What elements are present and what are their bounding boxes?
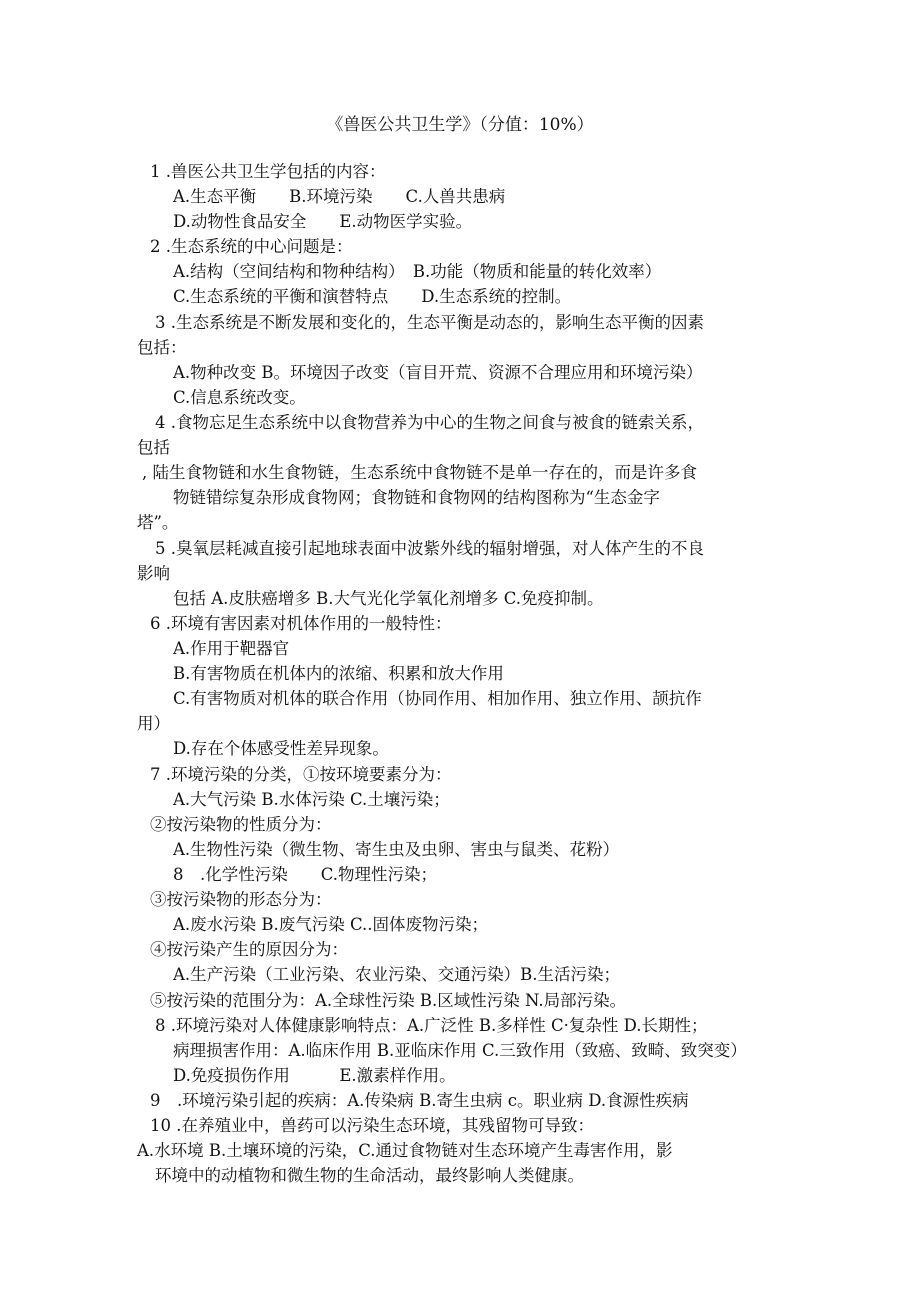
q7-line-7: ④按污染产生的原因分为：	[150, 940, 348, 959]
question-10: 10 .在养殖业中，兽药可以污染生态环境，其残留物可导致：	[150, 1116, 594, 1135]
q6-option-d: D.存在个体感受性差异现象。	[173, 739, 389, 758]
q7-line-4: 8 .化学性污染 C.物理性污染；	[173, 865, 438, 884]
q3-options-line-2: C.信息系统改变。	[173, 388, 306, 407]
q7-line-6: A.废水污染 B.废气污染 C..固体废物污染；	[173, 915, 489, 934]
q10-line-1: A.水环境 B.土壤环境的污染，C.通过食物链对生态环境产生毒害作用，影	[137, 1141, 673, 1160]
document-title: 《兽医公共卫生学》（分值：10%）	[326, 115, 594, 135]
q10-line-2: 环境中的动植物和微生物的生命活动，最终影响人类健康。	[155, 1166, 584, 1185]
question-2: 2 .生态系统的中心问题是：	[150, 237, 353, 256]
q3-options-line-1: A.物种改变 B。环境因子改变（盲目开荒、资源不合理应用和环境污染）	[173, 363, 703, 382]
question-4: 4 .食物忘足生态系统中以食物营养为中心的生物之间食与被食的链索关系，	[155, 413, 704, 432]
question-5: 5 .臭氧层耗减直接引起地球表面中波紫外线的辐射增强，对人体产生的不良	[155, 539, 704, 558]
q2-options-line-1: A.结构（空间结构和物种结构） B.功能（物质和能量的转化效率）	[173, 262, 662, 281]
q6-option-c-cont: 用）	[137, 714, 170, 733]
question-7: 7 .环境污染的分类，①按环境要素分为：	[150, 765, 452, 784]
q6-option-a: A.作用于靶器官	[173, 639, 290, 658]
q7-line-9: ⑤按污染的范围分为：A.全球性污染 B.区域性污染 N.局部污染。	[150, 991, 627, 1010]
question-3-cont: 包括：	[137, 338, 187, 357]
question-9: 9 .环境污染引起的疾病：A.传染病 B.寄生虫病 c。职业病 D.食源性疾病	[150, 1091, 689, 1110]
q2-options-line-2: C.生态系统的平衡和演替特点 D.生态系统的控制。	[173, 287, 572, 306]
q8-line-1: 病理损害作用：A.临床作用 B.亚临床作用 C.三致作用（致癌、致畸、致突变）	[173, 1041, 747, 1060]
q8-line-2: D.免疫损伤作用 E.激素样作用。	[173, 1066, 456, 1085]
question-4-cont-1: 包括	[137, 438, 170, 457]
question-4-cont-3: 物链错综复杂形成食物网；食物链和食物网的结构图称为“生态金字	[173, 488, 660, 507]
q7-line-2: ②按污染物的性质分为：	[150, 815, 332, 834]
q6-option-b: B.有害物质在机体内的浓缩、积累和放大作用	[173, 664, 504, 683]
question-6: 6 .环境有害因素对机体作用的一般特性：	[150, 614, 452, 633]
q1-options-line-2: D.动物性食品安全 E.动物医学实验。	[173, 212, 473, 231]
q7-line-5: ③按污染物的形态分为：	[150, 890, 332, 909]
question-1: 1 .兽医公共卫生学包括的内容：	[150, 162, 386, 181]
question-3: 3 .生态系统是不断发展和变化的，生态平衡是动态的，影响生态平衡的因素	[155, 313, 704, 332]
q7-line-8: A.生产污染（工业污染、农业污染、交通污染）B.生活污染；	[173, 965, 621, 984]
question-4-cont-2: , 陆生食物链和水生食物链，生态系统中食物链不是单一存在的，而是许多食	[142, 463, 697, 482]
q7-line-1: A.大气污染 B.水体污染 C.土壤污染；	[173, 790, 450, 809]
q5-options: 包括 A.皮肤癌增多 B.大气光化学氧化剂增多 C.免疫抑制。	[173, 589, 604, 608]
q7-line-3: A.生物性污染（微生物、寄生虫及虫卵、害虫与鼠类、花粉）	[173, 840, 620, 859]
question-4-cont-4: 塔”。	[137, 513, 179, 532]
q6-option-c: C.有害物质对机体的联合作用（协同作用、相加作用、独立作用、颉抗作	[173, 689, 702, 708]
q1-options-line-1: A.生态平衡 B.环境污染 C.人兽共患病	[173, 187, 506, 206]
question-8: 8 .环境污染对人体健康影响特点：A.广泛性 B.多样性 C·复杂性 D.长期性；	[155, 1016, 708, 1035]
question-5-cont: 影响	[137, 564, 170, 583]
